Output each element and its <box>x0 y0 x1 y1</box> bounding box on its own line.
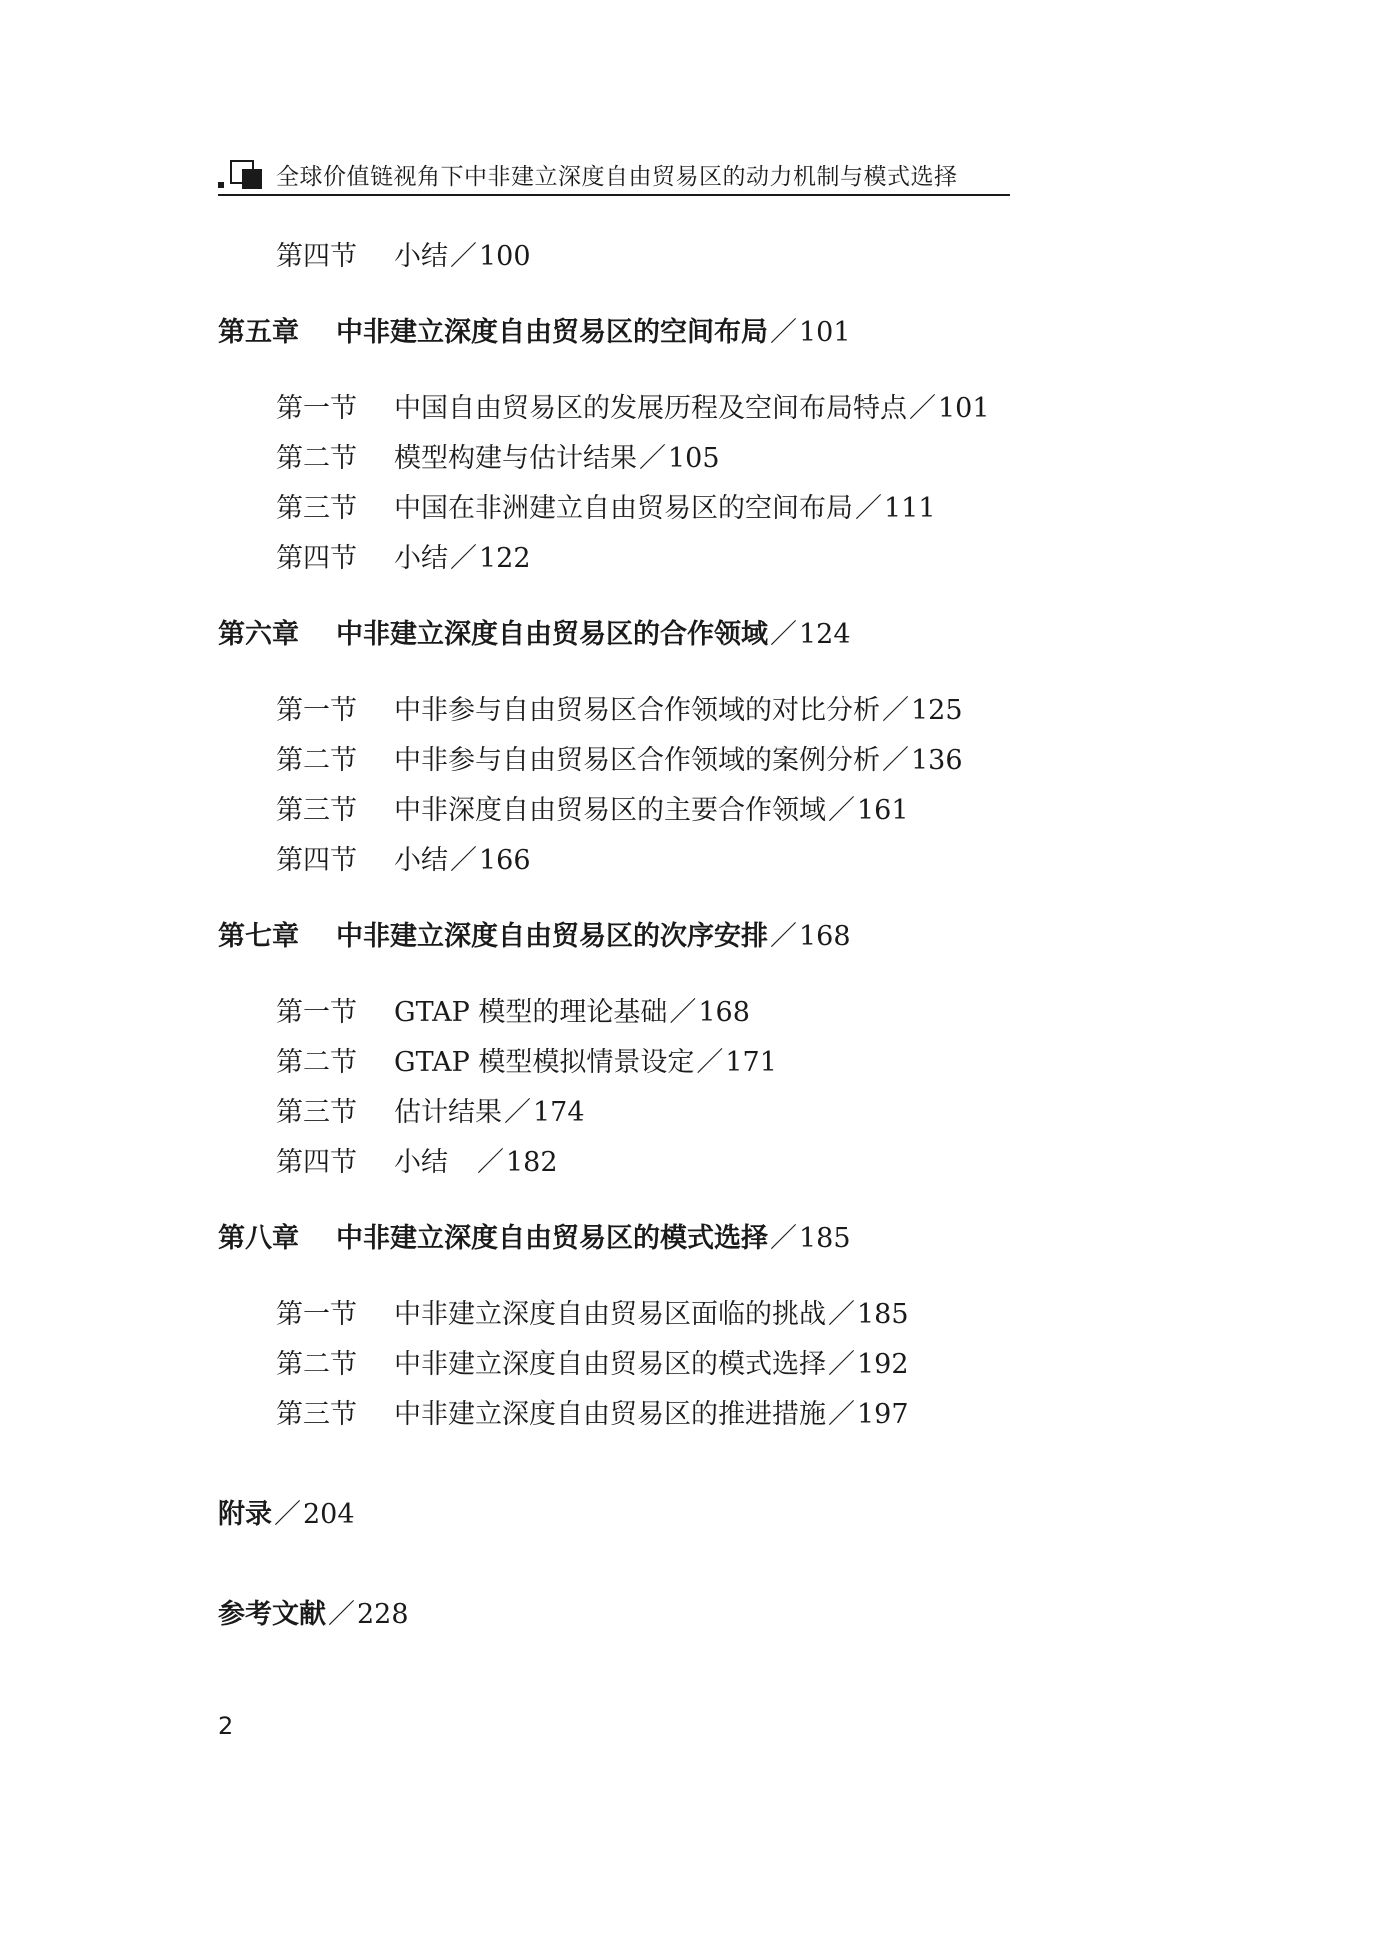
toc-entry-separator: ／ <box>274 1499 301 1530</box>
toc-entry-label: 第一节 <box>276 997 357 1028</box>
toc-entry-separator: ／ <box>770 1223 797 1254</box>
toc-entry-page: 101 <box>938 393 990 424</box>
toc-entry-separator: ／ <box>477 1147 504 1178</box>
toc-entry-label: 第四节 <box>276 241 357 272</box>
toc-entry-page: 204 <box>303 1499 355 1530</box>
toc-entry-label: 第二节 <box>276 1349 357 1380</box>
toc-entry-page: 136 <box>911 745 963 776</box>
toc-section-entry <box>276 1298 909 1332</box>
toc-entry-label: 第五章 <box>218 317 299 348</box>
toc-entry-separator: ／ <box>828 1349 855 1380</box>
toc-entry-label: 第三节 <box>276 795 357 826</box>
toc-entry-label: 第一节 <box>276 393 357 424</box>
toc-entry-label: 第八章 <box>218 1223 299 1254</box>
toc-entry-title: 中非建立深度自由贸易区的空间布局 <box>336 317 768 348</box>
toc-entry-page: 174 <box>533 1097 585 1128</box>
toc-section-entry <box>276 392 990 426</box>
toc-chapter-entry <box>218 920 851 954</box>
toc-section-entry <box>276 1348 909 1382</box>
toc-entry-page: 111 <box>884 493 936 524</box>
toc-entry-label: 第七章 <box>218 921 299 952</box>
toc-entry-title: 附录 <box>218 1499 272 1530</box>
toc-entry-page: 182 <box>506 1147 558 1178</box>
toc-entry-separator: ／ <box>639 443 666 474</box>
page-number: 2 <box>218 1712 234 1740</box>
toc-entry-title: 中国自由贸易区的发展历程及空间布局特点 <box>394 393 907 424</box>
toc-entry-title: 小结 <box>394 845 448 876</box>
toc-entry-label: 第四节 <box>276 845 357 876</box>
toc-entry-title: 中非深度自由贸易区的主要合作领域 <box>394 795 826 826</box>
toc-entry-page: 228 <box>357 1599 409 1630</box>
toc-section-entry <box>276 1398 909 1432</box>
toc-section-entry <box>276 844 531 878</box>
toc-entry-separator: ／ <box>450 543 477 574</box>
toc-chapter-entry <box>218 618 851 652</box>
toc-section-entry <box>276 492 936 526</box>
toc-entry-label: 第二节 <box>276 443 357 474</box>
toc-backmatter-entry <box>218 1498 355 1532</box>
toc-section-entry <box>276 542 531 576</box>
toc-entry-separator: ／ <box>828 1399 855 1430</box>
toc-entry-page: 171 <box>725 1047 777 1078</box>
toc-entry-label: 第一节 <box>276 695 357 726</box>
toc-entry-page: 192 <box>857 1349 909 1380</box>
toc-entry-page: 161 <box>857 795 909 826</box>
toc-entry-title: 模型构建与估计结果 <box>394 443 637 474</box>
toc-backmatter-entry <box>218 1598 409 1632</box>
toc-section-entry <box>276 1146 558 1180</box>
toc-entry-separator: ／ <box>450 845 477 876</box>
toc-entry-title: 参考文献 <box>218 1599 326 1630</box>
toc-entry-page: 185 <box>799 1223 851 1254</box>
toc-entry-label: 第二节 <box>276 1047 357 1078</box>
toc-entry-separator: ／ <box>450 241 477 272</box>
running-header-title: 全球价值链视角下中非建立深度自由贸易区的动力机制与模式选择 <box>276 164 958 190</box>
toc-entry-title: GTAP 模型模拟情景设定 <box>394 1047 695 1078</box>
toc-entry-label: 第四节 <box>276 1147 357 1178</box>
toc-entry-page: 122 <box>479 543 531 574</box>
toc-section-entry <box>276 1096 585 1130</box>
toc-entry-separator: ／ <box>882 745 909 776</box>
toc-entry-page: 197 <box>857 1399 909 1430</box>
toc-entry-separator: ／ <box>770 619 797 650</box>
toc-section-entry <box>276 996 750 1030</box>
toc-entry-title: 中非建立深度自由贸易区面临的挑战 <box>394 1299 826 1330</box>
toc-entry-separator: ／ <box>828 1299 855 1330</box>
toc-entry-label: 第二节 <box>276 745 357 776</box>
toc-entry-title: 中非建立深度自由贸易区的次序安排 <box>336 921 768 952</box>
toc-section-entry <box>276 240 531 274</box>
toc-entry-page: 185 <box>857 1299 909 1330</box>
toc-section-entry <box>276 442 720 476</box>
toc-section-entry <box>276 1046 777 1080</box>
header-squares-icon <box>218 160 264 190</box>
toc-entry-separator: ／ <box>855 493 882 524</box>
toc-entry-label: 第三节 <box>276 1399 357 1430</box>
toc-entry-title: 中非建立深度自由贸易区的模式选择 <box>394 1349 826 1380</box>
toc-entry-title: 估计结果 <box>394 1097 502 1128</box>
toc-entry-page: 168 <box>799 921 851 952</box>
toc-entry-page: 101 <box>799 317 851 348</box>
toc-entry-page: 166 <box>479 845 531 876</box>
toc-entry-separator: ／ <box>770 317 797 348</box>
toc-entry-separator: ／ <box>504 1097 531 1128</box>
toc-entry-page: 100 <box>479 241 531 272</box>
toc-entry-label: 第六章 <box>218 619 299 650</box>
toc-entry-separator: ／ <box>328 1599 355 1630</box>
toc-entry-title: 中非建立深度自由贸易区的推进措施 <box>394 1399 826 1430</box>
toc-entry-separator: ／ <box>669 997 697 1028</box>
toc-entry-label: 第四节 <box>276 543 357 574</box>
toc-entry-separator: ／ <box>882 695 909 726</box>
toc-entry-page: 105 <box>668 443 720 474</box>
toc-entry-title: 小结 <box>394 241 448 272</box>
toc-entry-page: 168 <box>698 997 750 1028</box>
toc-chapter-entry <box>218 1222 851 1256</box>
toc-entry-page: 124 <box>799 619 851 650</box>
toc-entry-separator: ／ <box>828 795 855 826</box>
toc-entry-label: 第一节 <box>276 1299 357 1330</box>
toc-entry-title: 中非建立深度自由贸易区的模式选择 <box>336 1223 768 1254</box>
toc-entry-title: 小结 <box>394 1147 475 1178</box>
toc-entry-separator: ／ <box>770 921 797 952</box>
toc-section-entry <box>276 794 909 828</box>
toc-entry-title: 中非参与自由贸易区合作领域的案例分析 <box>394 745 880 776</box>
toc-entry-title: 中非参与自由贸易区合作领域的对比分析 <box>394 695 880 726</box>
toc-entry-label: 第三节 <box>276 1097 357 1128</box>
toc-entry-separator: ／ <box>696 1047 724 1078</box>
toc-section-entry <box>276 744 963 778</box>
toc-entry-title: 中国在非洲建立自由贸易区的空间布局 <box>394 493 853 524</box>
running-header <box>218 152 1010 196</box>
toc-entry-title: 小结 <box>394 543 448 574</box>
toc-entry-title: GTAP 模型的理论基础 <box>394 997 668 1028</box>
toc-entry-page: 125 <box>911 695 963 726</box>
toc-entry-title: 中非建立深度自由贸易区的合作领域 <box>336 619 768 650</box>
toc-entry-label: 第三节 <box>276 493 357 524</box>
toc-chapter-entry <box>218 316 851 350</box>
toc-section-entry <box>276 694 963 728</box>
toc-entry-separator: ／ <box>909 393 936 424</box>
